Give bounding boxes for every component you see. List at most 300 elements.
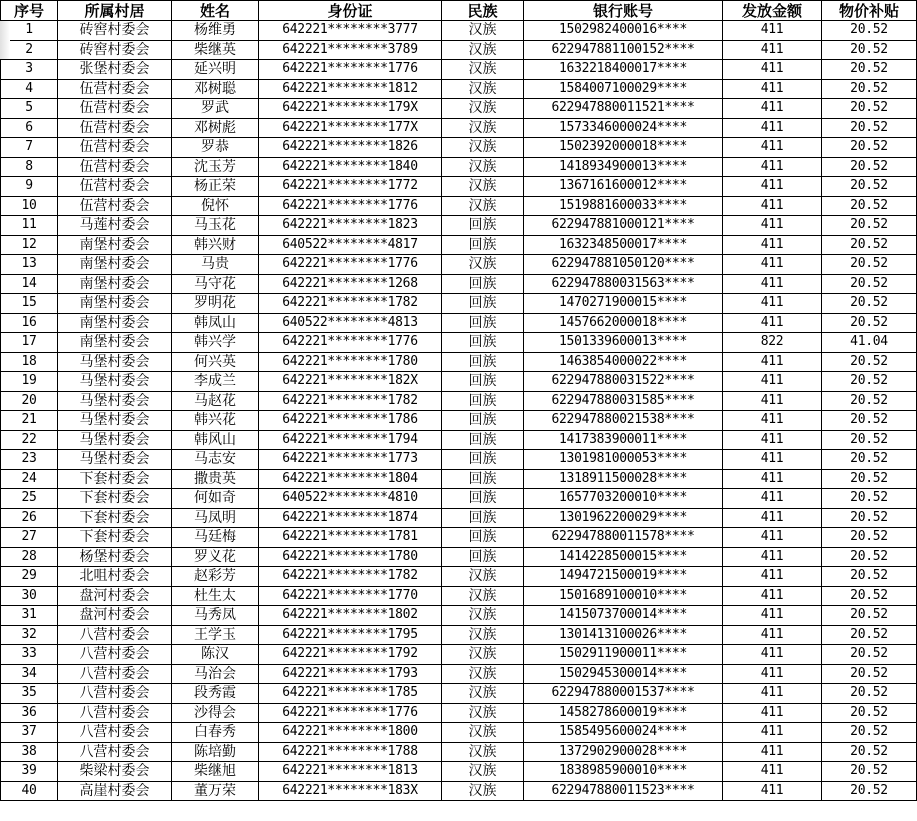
cell-bank-account: 1584007100029****: [524, 79, 723, 99]
cell-bank-account: 1519881600033****: [524, 196, 723, 216]
table-row: [1, 489, 917, 509]
cell-village: 盘河村委会: [58, 586, 172, 606]
cell-bank-account: 1301981000053****: [524, 450, 723, 470]
cell-bank-account: 622947880011521****: [524, 99, 723, 119]
cell-bank-account: 622947880031585****: [524, 391, 723, 411]
cell-amount: 411: [723, 294, 822, 314]
cell-price-subsidy: 20.52: [822, 196, 917, 216]
cell-id-number: 642221********3789: [259, 40, 442, 60]
cell-ethnicity: 回族: [442, 352, 524, 372]
cell-name: 沙得会: [172, 703, 259, 723]
cell-village: 马堡村委会: [58, 411, 172, 431]
cell-index: 39: [1, 762, 58, 782]
table-row: [1, 625, 917, 645]
cell-index: 40: [1, 781, 58, 801]
cell-amount: 411: [723, 489, 822, 509]
cell-id-number: 642221********1804: [259, 469, 442, 489]
table-row: [1, 391, 917, 411]
cell-index: 16: [1, 313, 58, 333]
cell-index: 28: [1, 547, 58, 567]
cell-price-subsidy: 20.52: [822, 79, 917, 99]
cell-ethnicity: 汉族: [442, 40, 524, 60]
cell-index: 19: [1, 372, 58, 392]
cell-index: 5: [1, 99, 58, 119]
cell-name: 杨维勇: [172, 21, 259, 41]
cell-name: 马廷梅: [172, 528, 259, 548]
cell-name: 马秀凤: [172, 606, 259, 626]
cell-amount: 411: [723, 177, 822, 197]
cell-ethnicity: 汉族: [442, 781, 524, 801]
table-row: [1, 684, 917, 704]
cell-id-number: 642221********1788: [259, 742, 442, 762]
cell-price-subsidy: 20.52: [822, 703, 917, 723]
cell-bank-account: 1632218400017****: [524, 60, 723, 80]
cell-index: 3: [1, 60, 58, 80]
cell-name: 倪怀: [172, 196, 259, 216]
cell-village: 杨堡村委会: [58, 547, 172, 567]
cell-index: 14: [1, 274, 58, 294]
cell-id-number: 642221********1776: [259, 60, 442, 80]
cell-name: 段秀霞: [172, 684, 259, 704]
cell-price-subsidy: 20.52: [822, 781, 917, 801]
cell-village: 马堡村委会: [58, 450, 172, 470]
cell-price-subsidy: 20.52: [822, 138, 917, 158]
cell-amount: 411: [723, 528, 822, 548]
header-village: 所属村居: [58, 1, 172, 21]
cell-bank-account: 622947880021538****: [524, 411, 723, 431]
cell-bank-account: 1457662000018****: [524, 313, 723, 333]
header-id-number: 身份证: [259, 1, 442, 21]
cell-amount: 411: [723, 274, 822, 294]
cell-village: 八营村委会: [58, 645, 172, 665]
cell-index: 18: [1, 352, 58, 372]
cell-village: 伍营村委会: [58, 177, 172, 197]
cell-id-number: 642221********1793: [259, 664, 442, 684]
cell-price-subsidy: 20.52: [822, 684, 917, 704]
cell-price-subsidy: 20.52: [822, 411, 917, 431]
cell-ethnicity: 回族: [442, 528, 524, 548]
cell-name: 马守花: [172, 274, 259, 294]
cell-price-subsidy: 20.52: [822, 450, 917, 470]
cell-index: 11: [1, 216, 58, 236]
table-row: [1, 294, 917, 314]
cell-village: 伍营村委会: [58, 99, 172, 119]
cell-village: 伍营村委会: [58, 138, 172, 158]
cell-id-number: 642221********1780: [259, 352, 442, 372]
cell-ethnicity: 回族: [442, 430, 524, 450]
table-row: [1, 528, 917, 548]
table-row: [1, 567, 917, 587]
cell-amount: 411: [723, 118, 822, 138]
cell-ethnicity: 回族: [442, 547, 524, 567]
table-row: [1, 664, 917, 684]
cell-price-subsidy: 20.52: [822, 255, 917, 275]
cell-bank-account: 622947881100152****: [524, 40, 723, 60]
cell-name: 陈培勤: [172, 742, 259, 762]
cell-village: 伍营村委会: [58, 157, 172, 177]
header-row: [1, 1, 917, 21]
table-row: [1, 333, 917, 353]
cell-price-subsidy: 20.52: [822, 723, 917, 743]
cell-bank-account: 1501689100010****: [524, 586, 723, 606]
table-row: [1, 157, 917, 177]
cell-id-number: 642221********1800: [259, 723, 442, 743]
cell-bank-account: 622947881050120****: [524, 255, 723, 275]
table-row: [1, 274, 917, 294]
cell-price-subsidy: 20.52: [822, 586, 917, 606]
cell-ethnicity: 回族: [442, 313, 524, 333]
cell-ethnicity: 汉族: [442, 138, 524, 158]
cell-index: 31: [1, 606, 58, 626]
cell-price-subsidy: 20.52: [822, 352, 917, 372]
table-row: [1, 79, 917, 99]
cell-village: 八营村委会: [58, 723, 172, 743]
cell-ethnicity: 回族: [442, 235, 524, 255]
cell-amount: 411: [723, 450, 822, 470]
cell-price-subsidy: 20.52: [822, 625, 917, 645]
cell-index: 12: [1, 235, 58, 255]
cell-ethnicity: 汉族: [442, 79, 524, 99]
cell-price-subsidy: 20.52: [822, 606, 917, 626]
cell-index: 36: [1, 703, 58, 723]
cell-index: 13: [1, 255, 58, 275]
cell-ethnicity: 回族: [442, 489, 524, 509]
header-name: 姓名: [172, 1, 259, 21]
cell-bank-account: 1367161600012****: [524, 177, 723, 197]
cell-name: 杨正荣: [172, 177, 259, 197]
cell-amount: 411: [723, 547, 822, 567]
cell-index: 2: [1, 40, 58, 60]
cell-index: 34: [1, 664, 58, 684]
cell-name: 马治会: [172, 664, 259, 684]
cell-name: 韩风山: [172, 430, 259, 450]
cell-name: 杜生太: [172, 586, 259, 606]
cell-name: 赵彩芳: [172, 567, 259, 587]
cell-name: 何兴英: [172, 352, 259, 372]
cell-price-subsidy: 20.52: [822, 489, 917, 509]
cell-name: 马贵: [172, 255, 259, 275]
cell-village: 八营村委会: [58, 703, 172, 723]
table-row: [1, 508, 917, 528]
cell-ethnicity: 回族: [442, 274, 524, 294]
cell-bank-account: 1502911900011****: [524, 645, 723, 665]
cell-price-subsidy: 20.52: [822, 742, 917, 762]
cell-ethnicity: 汉族: [442, 60, 524, 80]
cell-price-subsidy: 20.52: [822, 664, 917, 684]
cell-village: 马堡村委会: [58, 391, 172, 411]
cell-village: 伍营村委会: [58, 196, 172, 216]
cell-bank-account: 1657703200010****: [524, 489, 723, 509]
cell-village: 南堡村委会: [58, 294, 172, 314]
header-ethnicity: 民族: [442, 1, 524, 21]
table-row: [1, 138, 917, 158]
header-price-subsidy: 物价补贴: [822, 1, 917, 21]
cell-amount: 411: [723, 352, 822, 372]
cell-village: 八营村委会: [58, 625, 172, 645]
cell-amount: 411: [723, 762, 822, 782]
cell-price-subsidy: 41.04: [822, 333, 917, 353]
header-index: 序号: [1, 1, 58, 21]
cell-ethnicity: 回族: [442, 508, 524, 528]
cell-index: 37: [1, 723, 58, 743]
table-row: [1, 469, 917, 489]
cell-name: 柴继旭: [172, 762, 259, 782]
cell-id-number: 642221********1812: [259, 79, 442, 99]
cell-price-subsidy: 20.52: [822, 99, 917, 119]
cell-price-subsidy: 20.52: [822, 40, 917, 60]
cell-price-subsidy: 20.52: [822, 294, 917, 314]
cell-village: 马堡村委会: [58, 352, 172, 372]
cell-amount: 411: [723, 664, 822, 684]
cell-bank-account: 1573346000024****: [524, 118, 723, 138]
header-amount: 发放金额: [723, 1, 822, 21]
cell-id-number: 642221********1776: [259, 333, 442, 353]
cell-amount: 411: [723, 586, 822, 606]
cell-amount: 411: [723, 372, 822, 392]
cell-index: 21: [1, 411, 58, 431]
cell-price-subsidy: 20.52: [822, 118, 917, 138]
cell-name: 柴继英: [172, 40, 259, 60]
cell-ethnicity: 汉族: [442, 684, 524, 704]
cell-amount: 411: [723, 430, 822, 450]
cell-village: 马堡村委会: [58, 372, 172, 392]
table-row: [1, 216, 917, 236]
cell-village: 八营村委会: [58, 684, 172, 704]
table-body: [1, 21, 917, 801]
cell-amount: 411: [723, 313, 822, 333]
cell-index: 17: [1, 333, 58, 353]
cell-amount: 411: [723, 99, 822, 119]
cell-id-number: 642221********1792: [259, 645, 442, 665]
cell-bank-account: 1458278600019****: [524, 703, 723, 723]
cell-id-number: 642221********3777: [259, 21, 442, 41]
cell-amount: 411: [723, 567, 822, 587]
cell-id-number: 640522********4817: [259, 235, 442, 255]
cell-ethnicity: 汉族: [442, 118, 524, 138]
cell-village: 马莲村委会: [58, 216, 172, 236]
cell-id-number: 642221********1813: [259, 762, 442, 782]
cell-amount: 411: [723, 391, 822, 411]
cell-village: 南堡村委会: [58, 333, 172, 353]
cell-id-number: 642221********183X: [259, 781, 442, 801]
cell-index: 24: [1, 469, 58, 489]
cell-village: 伍营村委会: [58, 118, 172, 138]
cell-ethnicity: 回族: [442, 294, 524, 314]
cell-index: 15: [1, 294, 58, 314]
cell-price-subsidy: 20.52: [822, 508, 917, 528]
cell-bank-account: 1318911500028****: [524, 469, 723, 489]
table-row: [1, 177, 917, 197]
cell-ethnicity: 回族: [442, 411, 524, 431]
cell-price-subsidy: 20.52: [822, 177, 917, 197]
table-row: [1, 60, 917, 80]
cell-ethnicity: 回族: [442, 450, 524, 470]
cell-village: 柴梁村委会: [58, 762, 172, 782]
cell-ethnicity: 汉族: [442, 606, 524, 626]
cell-ethnicity: 汉族: [442, 567, 524, 587]
cell-bank-account: 1494721500019****: [524, 567, 723, 587]
cell-ethnicity: 汉族: [442, 762, 524, 782]
table-row: [1, 196, 917, 216]
cell-amount: 411: [723, 411, 822, 431]
cell-ethnicity: 回族: [442, 372, 524, 392]
cell-index: 8: [1, 157, 58, 177]
cell-village: 北咀村委会: [58, 567, 172, 587]
table-row: [1, 313, 917, 333]
cell-ethnicity: 汉族: [442, 157, 524, 177]
cell-id-number: 642221********1772: [259, 177, 442, 197]
cell-price-subsidy: 20.52: [822, 157, 917, 177]
cell-id-number: 642221********177X: [259, 118, 442, 138]
cell-ethnicity: 汉族: [442, 255, 524, 275]
cell-name: 沈玉芳: [172, 157, 259, 177]
cell-index: 27: [1, 528, 58, 548]
cell-village: 南堡村委会: [58, 274, 172, 294]
cell-price-subsidy: 20.52: [822, 235, 917, 255]
cell-ethnicity: 汉族: [442, 664, 524, 684]
table-row: [1, 762, 917, 782]
cell-amount: 411: [723, 469, 822, 489]
cell-name: 李成兰: [172, 372, 259, 392]
cell-id-number: 642221********182X: [259, 372, 442, 392]
cell-village: 伍营村委会: [58, 79, 172, 99]
cell-id-number: 642221********1785: [259, 684, 442, 704]
cell-name: 陈汉: [172, 645, 259, 665]
cell-id-number: 642221********1802: [259, 606, 442, 626]
cell-id-number: 642221********1770: [259, 586, 442, 606]
header-bank-account: 银行账号: [524, 1, 723, 21]
cell-bank-account: 1502392000018****: [524, 138, 723, 158]
cell-amount: 411: [723, 508, 822, 528]
cell-bank-account: 622947880031563****: [524, 274, 723, 294]
cell-index: 33: [1, 645, 58, 665]
cell-name: 马玉花: [172, 216, 259, 236]
table-row: [1, 255, 917, 275]
cell-amount: 411: [723, 723, 822, 743]
cell-bank-account: 1838985900010****: [524, 762, 723, 782]
cell-index: 23: [1, 450, 58, 470]
cell-name: 韩凤山: [172, 313, 259, 333]
cell-village: 盘河村委会: [58, 606, 172, 626]
cell-index: 6: [1, 118, 58, 138]
cell-id-number: 642221********1776: [259, 703, 442, 723]
cell-name: 白春秀: [172, 723, 259, 743]
cell-price-subsidy: 20.52: [822, 21, 917, 41]
cell-village: 南堡村委会: [58, 313, 172, 333]
cell-bank-account: 1414228500015****: [524, 547, 723, 567]
cell-price-subsidy: 20.52: [822, 274, 917, 294]
cell-price-subsidy: 20.52: [822, 469, 917, 489]
cell-index: 25: [1, 489, 58, 509]
cell-village: 下套村委会: [58, 489, 172, 509]
table-row: [1, 606, 917, 626]
cell-ethnicity: 汉族: [442, 586, 524, 606]
cell-bank-account: 622947880001537****: [524, 684, 723, 704]
cell-village: 张堡村委会: [58, 60, 172, 80]
cell-amount: 411: [723, 684, 822, 704]
cell-amount: 411: [723, 742, 822, 762]
cell-id-number: 642221********1773: [259, 450, 442, 470]
cell-name: 韩兴财: [172, 235, 259, 255]
cell-bank-account: 1463854000022****: [524, 352, 723, 372]
cell-bank-account: 1418934900013****: [524, 157, 723, 177]
cell-name: 马志安: [172, 450, 259, 470]
cell-ethnicity: 回族: [442, 469, 524, 489]
cell-index: 22: [1, 430, 58, 450]
cell-village: 马堡村委会: [58, 430, 172, 450]
cell-ethnicity: 汉族: [442, 99, 524, 119]
cell-amount: 411: [723, 21, 822, 41]
cell-price-subsidy: 20.52: [822, 528, 917, 548]
cell-village: 下套村委会: [58, 528, 172, 548]
cell-ethnicity: 汉族: [442, 645, 524, 665]
cell-village: 下套村委会: [58, 508, 172, 528]
cell-bank-account: 622947880011523****: [524, 781, 723, 801]
cell-id-number: 642221********1780: [259, 547, 442, 567]
cell-index: 26: [1, 508, 58, 528]
cell-index: 30: [1, 586, 58, 606]
cell-id-number: 642221********1823: [259, 216, 442, 236]
cell-price-subsidy: 20.52: [822, 762, 917, 782]
cell-id-number: 642221********179X: [259, 99, 442, 119]
cell-id-number: 642221********1781: [259, 528, 442, 548]
cell-bank-account: 1585495600024****: [524, 723, 723, 743]
cell-price-subsidy: 20.52: [822, 216, 917, 236]
table-row: [1, 586, 917, 606]
cell-name: 罗明花: [172, 294, 259, 314]
table-row: [1, 781, 917, 801]
cell-amount: 411: [723, 235, 822, 255]
cell-name: 罗武: [172, 99, 259, 119]
cell-amount: 411: [723, 625, 822, 645]
cell-amount: 822: [723, 333, 822, 353]
cell-bank-account: 1502982400016****: [524, 21, 723, 41]
cell-bank-account: 1301962200029****: [524, 508, 723, 528]
table-row: [1, 118, 917, 138]
table-row: [1, 372, 917, 392]
cell-id-number: 642221********1795: [259, 625, 442, 645]
cell-id-number: 642221********1874: [259, 508, 442, 528]
cell-name: 韩兴学: [172, 333, 259, 353]
cell-id-number: 642221********1776: [259, 255, 442, 275]
cell-ethnicity: 汉族: [442, 742, 524, 762]
cell-amount: 411: [723, 157, 822, 177]
cell-amount: 411: [723, 781, 822, 801]
cell-price-subsidy: 20.52: [822, 391, 917, 411]
cell-name: 邓树彪: [172, 118, 259, 138]
cell-name: 撒贵英: [172, 469, 259, 489]
cell-amount: 411: [723, 60, 822, 80]
cell-index: 38: [1, 742, 58, 762]
cell-ethnicity: 汉族: [442, 177, 524, 197]
cell-ethnicity: 汉族: [442, 723, 524, 743]
table-row: [1, 547, 917, 567]
table-row: [1, 352, 917, 372]
table-row: [1, 430, 917, 450]
cell-bank-account: 1417383900011****: [524, 430, 723, 450]
cell-ethnicity: 回族: [442, 216, 524, 236]
table-row: [1, 21, 917, 41]
cell-amount: 411: [723, 40, 822, 60]
cell-index: 35: [1, 684, 58, 704]
table-row: [1, 411, 917, 431]
cell-bank-account: 1470271900015****: [524, 294, 723, 314]
cell-amount: 411: [723, 606, 822, 626]
cell-name: 马凤明: [172, 508, 259, 528]
cell-village: 南堡村委会: [58, 235, 172, 255]
cell-index: 32: [1, 625, 58, 645]
cell-name: 韩兴花: [172, 411, 259, 431]
